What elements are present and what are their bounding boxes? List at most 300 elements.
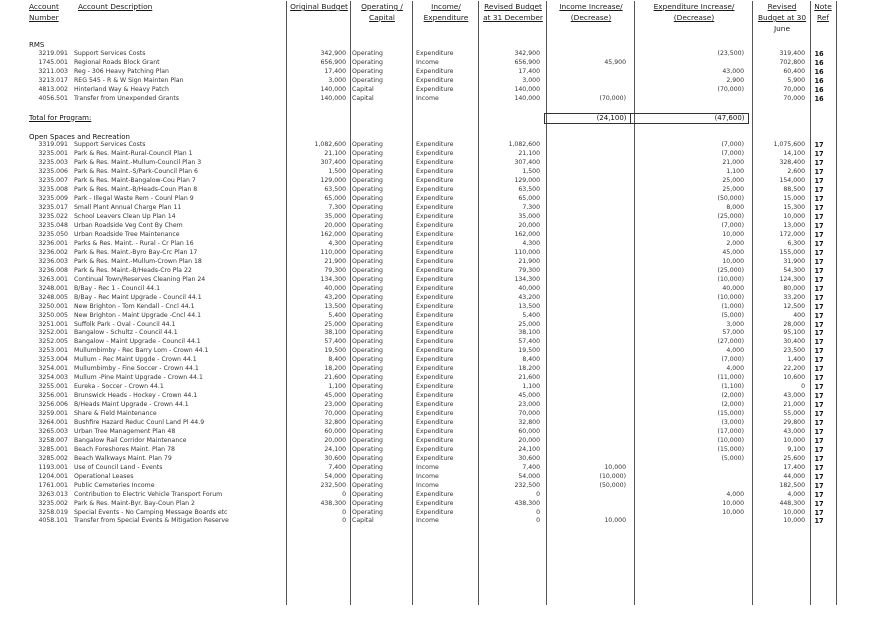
account-number: 3250.001: [38, 302, 68, 310]
expenditure-increase: (10,000): [717, 436, 745, 444]
revised-budget: 25,000: [518, 320, 541, 328]
revised-budget: 54,000: [518, 472, 541, 480]
expenditure-increase: 43,000: [722, 67, 745, 75]
income-increase: [544, 392, 630, 401]
expenditure-increase: 4,000: [726, 365, 745, 373]
revised-budget: 30,600: [518, 454, 541, 462]
operating-capital: Operating: [352, 338, 383, 346]
revised-budget-june: 124,300: [779, 275, 806, 283]
section-header: [0, 41, 875, 50]
account-description: Urban Roadside Tree Maintenance: [74, 230, 180, 238]
original-budget: 40,000: [324, 284, 347, 292]
revised-budget-june: 172,000: [779, 230, 806, 238]
account-number: 3253.001: [38, 347, 68, 355]
revised-budget-june: 10,000: [783, 508, 806, 516]
operating-capital: Operating: [352, 222, 383, 230]
account-number: 3264.001: [38, 419, 68, 426]
revised-budget: 20,000: [518, 436, 541, 444]
income-increase: [544, 329, 630, 338]
account-description: Use of Council Land - Events: [74, 463, 163, 471]
note-ref: 16: [814, 76, 824, 85]
note-ref: 17: [814, 410, 824, 419]
table-row: [0, 464, 875, 473]
revised-budget-june: 60,400: [783, 67, 806, 75]
revised-budget-june: 44,000: [783, 472, 806, 480]
revised-budget: 38,100: [518, 329, 541, 337]
revised-budget-june: 13,000: [783, 222, 806, 230]
operating-capital: Operating: [352, 490, 383, 498]
income-increase: [544, 374, 630, 383]
revised-budget: 0: [536, 517, 541, 525]
account-number: 3235.022: [38, 213, 68, 221]
note-ref: 16: [814, 85, 824, 94]
income-increase: [544, 68, 630, 77]
account-description: Special Events - No Camping Message Boards etc: [74, 508, 228, 516]
original-budget: 32,800: [324, 419, 347, 426]
original-budget: 17,400: [324, 67, 347, 75]
table-row: [0, 95, 875, 104]
operating-capital: Operating: [352, 436, 383, 444]
original-budget: 1,082,600: [314, 141, 347, 149]
revised-budget-june: 10,000: [783, 517, 806, 525]
note-ref: 17: [814, 392, 824, 401]
account-description: Mullumbimby - Fine Soccer - Crown 44.1: [74, 365, 199, 373]
revised-budget: 3,000: [522, 76, 541, 84]
income-expenditure: Expenditure: [416, 76, 454, 84]
income-increase: [544, 294, 630, 303]
revised-budget: 1,082,600: [508, 141, 541, 149]
expenditure-increase: [630, 59, 748, 68]
revised-budget-june: 1,400: [787, 356, 806, 364]
table-row: [0, 500, 875, 509]
expenditure-increase: (25,000): [717, 266, 745, 274]
expenditure-increase: (17,000): [717, 427, 745, 435]
table-row: [0, 285, 875, 294]
income-expenditure: Expenditure: [416, 222, 454, 230]
operating-capital: Operating: [352, 49, 383, 57]
account-description: Operational Leases: [74, 472, 134, 480]
note-ref: 17: [814, 499, 824, 508]
expenditure-increase: (5,000): [721, 311, 745, 319]
revised-budget-june: 22,200: [783, 365, 806, 373]
income-expenditure: Expenditure: [416, 356, 454, 364]
income-increase: [544, 437, 630, 446]
account-number: 4056.501: [38, 94, 68, 102]
account-number: 3252.001: [38, 329, 68, 337]
expenditure-increase: 40,000: [722, 284, 745, 292]
revised-budget: 438,300: [514, 499, 541, 507]
revised-budget-june: 43,000: [783, 427, 806, 435]
note-ref: 17: [814, 141, 824, 150]
account-description: Parks & Res. Maint. - Rural - Cr Plan 16: [74, 239, 194, 247]
account-description: New Brighton - Maint Upgrade -Cncl 44.1: [74, 311, 202, 319]
revised-budget-june: 54,300: [783, 266, 806, 274]
income-increase: (70,000): [599, 94, 627, 102]
account-number: 3258.019: [38, 508, 68, 516]
income-increase: 10,000: [604, 463, 627, 471]
income-expenditure: Expenditure: [416, 204, 454, 212]
original-budget: 19,500: [324, 347, 347, 355]
revised-budget-june: 2,600: [787, 168, 806, 176]
table-row: [0, 204, 875, 213]
operating-capital: Operating: [352, 76, 383, 84]
revised-budget-june: 10,000: [783, 213, 806, 221]
revised-budget: 23,000: [518, 401, 541, 409]
note-ref: 17: [814, 320, 824, 329]
note-ref: 17: [814, 222, 824, 231]
operating-capital: Operating: [352, 365, 383, 373]
header-operating-capital: Operating / Capital: [361, 2, 403, 22]
revised-budget: 63,500: [518, 186, 541, 194]
revised-budget: 45,000: [518, 392, 541, 400]
original-budget: 79,300: [324, 266, 347, 274]
revised-budget: 8,400: [522, 356, 541, 364]
income-expenditure: Income: [416, 58, 439, 66]
original-budget: 5,400: [328, 311, 347, 319]
expenditure-increase: 4,000: [726, 347, 745, 355]
spacer-row: [0, 104, 875, 113]
operating-capital: Operating: [352, 58, 383, 66]
account-number: 3235.009: [38, 195, 68, 203]
note-ref: 17: [814, 177, 824, 186]
account-description: Park & Res. Maint.-B/Heads-Cro Pla 22: [74, 266, 192, 274]
expenditure-increase: 45,000: [722, 248, 745, 256]
section-title: RMS: [29, 41, 45, 49]
operating-capital: Operating: [352, 463, 383, 471]
income-increase: [544, 177, 630, 186]
original-budget: 20,000: [324, 222, 347, 230]
account-number: 3252.005: [38, 338, 68, 346]
table-row: [0, 321, 875, 330]
account-description: REG 545 - R & W Sign Mainten Plan: [74, 76, 184, 84]
note-ref: 17: [814, 508, 824, 517]
note-ref: 17: [814, 472, 824, 481]
table-row: [0, 329, 875, 338]
income-expenditure: Expenditure: [416, 392, 454, 400]
income-increase: [544, 77, 630, 86]
original-budget: 35,000: [324, 213, 347, 221]
operating-capital: Operating: [352, 329, 383, 337]
income-expenditure: Expenditure: [416, 347, 454, 355]
table-row: [0, 482, 875, 491]
expenditure-increase: (7,000): [721, 150, 745, 158]
expenditure-increase: (23,500): [717, 49, 745, 57]
account-description: Urban Tree Management Plan 48: [74, 427, 176, 435]
expenditure-increase: (1,100): [721, 383, 745, 391]
table-row: [0, 258, 875, 267]
income-increase: [544, 141, 630, 150]
original-budget: 140,000: [320, 85, 347, 93]
note-ref: 17: [814, 302, 824, 311]
note-ref: 17: [814, 481, 824, 490]
revised-budget-june: 10,000: [783, 436, 806, 444]
income-expenditure: Income: [416, 517, 439, 525]
budget-table-body: [0, 41, 875, 526]
account-description: New Brighton - Tom Kendall - Cncl 44.1: [74, 302, 195, 310]
account-description: Contribution to Electric Vehicle Transport Forum: [74, 490, 223, 498]
account-number: 1761.001: [38, 481, 68, 489]
table-row: [0, 168, 875, 177]
account-description: Urban Roadside Veg Cont By Chem: [74, 222, 183, 230]
revised-budget-june: 702,800: [779, 58, 806, 66]
expenditure-increase: (3,000): [721, 419, 745, 426]
income-expenditure: Expenditure: [416, 302, 454, 310]
revised-budget: 7,300: [522, 204, 541, 212]
expenditure-increase: (7,000): [721, 222, 745, 230]
table-row: [0, 509, 875, 518]
note-ref: 17: [814, 436, 824, 445]
income-expenditure: Expenditure: [416, 284, 454, 292]
total-income-change: (24,100): [544, 113, 630, 123]
revised-budget: 32,800: [518, 419, 541, 426]
revised-budget: 19,500: [518, 347, 541, 355]
table-row: [0, 186, 875, 195]
income-increase: [544, 204, 630, 213]
account-number: 3211.003: [38, 67, 68, 75]
total-label: Total for Program:: [29, 113, 92, 122]
account-number: 3255.001: [38, 383, 68, 391]
income-expenditure: Expenditure: [416, 329, 454, 337]
table-row: [0, 150, 875, 159]
income-expenditure: Expenditure: [416, 239, 454, 247]
account-description: Support Services Costs: [74, 49, 146, 57]
account-description: Public Cemeteries Income: [74, 481, 155, 489]
operating-capital: Operating: [352, 383, 383, 391]
revised-budget-june: 15,000: [783, 195, 806, 203]
operating-capital: Operating: [352, 410, 383, 418]
header-account-number: Account Number: [29, 2, 59, 22]
table-row: [0, 419, 875, 428]
account-number: 3251.001: [38, 320, 68, 328]
original-budget: 45,000: [324, 392, 347, 400]
original-budget: 438,300: [320, 499, 347, 507]
account-number: 3319.091: [38, 141, 68, 149]
income-increase: 45,900: [604, 58, 627, 66]
expenditure-increase: (2,000): [721, 401, 745, 409]
revised-budget-june: 14,100: [783, 150, 806, 158]
operating-capital: Operating: [352, 445, 383, 453]
income-expenditure: Expenditure: [416, 275, 454, 283]
income-increase: [544, 240, 630, 249]
operating-capital: Capital: [352, 94, 374, 102]
original-budget: 43,200: [324, 293, 347, 301]
original-budget: 63,500: [324, 186, 347, 194]
header-original-budget: Original Budget: [290, 2, 348, 11]
total-expenditure-change: (47,600): [630, 113, 748, 123]
account-number: 3256.006: [38, 401, 68, 409]
operating-capital: Operating: [352, 213, 383, 221]
income-expenditure: Expenditure: [416, 67, 454, 75]
income-expenditure: Income: [416, 481, 439, 489]
income-expenditure: Expenditure: [416, 49, 454, 57]
expenditure-increase: 2,000: [726, 239, 745, 247]
note-ref: 17: [814, 365, 824, 374]
table-row: [0, 159, 875, 168]
original-budget: 57,400: [324, 338, 347, 346]
income-expenditure: Expenditure: [416, 195, 454, 203]
expenditure-increase: [630, 482, 748, 491]
account-description: Bangalow - Maint Upgrade - Council 44.1: [74, 338, 201, 346]
section-title: Open Spaces and Recreation: [29, 132, 130, 141]
income-increase: [544, 321, 630, 330]
operating-capital: Operating: [352, 454, 383, 462]
income-expenditure: Expenditure: [416, 85, 454, 93]
revised-budget-june: 15,300: [783, 204, 806, 212]
account-number: 3256.001: [38, 392, 68, 400]
revised-budget: 18,200: [518, 365, 541, 373]
revised-budget-june: 29,800: [783, 419, 806, 426]
table-row: [0, 338, 875, 347]
account-number: 3259.001: [38, 410, 68, 418]
income-increase: [544, 401, 630, 410]
note-ref: 17: [814, 230, 824, 239]
income-increase: [544, 276, 630, 285]
account-description: Park & Res. Maint.-S/Park-Council Plan 6: [74, 168, 198, 176]
revised-budget-june: 95,100: [783, 329, 806, 337]
income-increase: [544, 455, 630, 464]
original-budget: 60,000: [324, 427, 347, 435]
income-expenditure: Expenditure: [416, 213, 454, 221]
spacer-row: [0, 123, 875, 132]
revised-budget: 1,100: [522, 383, 541, 391]
income-increase: [544, 195, 630, 204]
note-ref: 16: [814, 49, 824, 58]
operating-capital: Operating: [352, 204, 383, 212]
account-number: 3236.002: [38, 248, 68, 256]
account-description: Park & Res. Maint.-B/Heads-Coun Plan 8: [74, 186, 198, 194]
header-note-ref: Note Ref: [814, 2, 832, 22]
note-ref: 17: [814, 150, 824, 159]
original-budget: 3,000: [328, 76, 347, 84]
original-budget: 21,100: [324, 150, 347, 158]
revised-budget: 1,500: [522, 168, 541, 176]
revised-budget-june: 1,075,600: [773, 141, 806, 149]
account-description: Mullum -Pine Maint Upgrade - Crown 44.1: [74, 374, 203, 382]
income-increase: [544, 446, 630, 455]
revised-budget: 134,300: [514, 275, 541, 283]
income-increase: [544, 50, 630, 59]
income-expenditure: Expenditure: [416, 374, 454, 382]
operating-capital: Operating: [352, 356, 383, 364]
revised-budget: 21,600: [518, 374, 541, 382]
original-budget: 8,400: [328, 356, 347, 364]
revised-budget: 24,100: [518, 445, 541, 453]
original-budget: 21,600: [324, 374, 347, 382]
income-expenditure: Expenditure: [416, 383, 454, 391]
header-income-expenditure: Income/ Expenditure: [423, 2, 469, 22]
operating-capital: Operating: [352, 508, 383, 516]
revised-budget: 40,000: [518, 284, 541, 292]
original-budget: 38,100: [324, 329, 347, 337]
account-description: Mullumbimby - Rec Barry Lom - Crown 44.1: [74, 347, 209, 355]
revised-budget-june: 55,000: [783, 410, 806, 418]
income-increase: [544, 159, 630, 168]
revised-budget-june: 9,100: [787, 445, 806, 453]
operating-capital: Operating: [352, 320, 383, 328]
header-revised-budget: Revised Budget at 31 December: [483, 2, 543, 22]
income-expenditure: Income: [416, 94, 439, 102]
account-number: 3285.002: [38, 454, 68, 462]
note-ref: 16: [814, 58, 824, 67]
expenditure-increase: (7,000): [721, 356, 745, 364]
income-increase: [544, 338, 630, 347]
operating-capital: Operating: [352, 230, 383, 238]
table-row: [0, 222, 875, 231]
expenditure-increase: (1,000): [721, 302, 745, 310]
original-budget: 23,000: [324, 401, 347, 409]
income-expenditure: Expenditure: [416, 445, 454, 453]
expenditure-increase: (25,000): [717, 213, 745, 221]
note-ref: 17: [814, 168, 824, 177]
revised-budget: 13,500: [518, 302, 541, 310]
account-number: 3263.013: [38, 490, 68, 498]
account-description: Support Services Costs: [74, 141, 146, 149]
operating-capital: Operating: [352, 141, 383, 149]
operating-capital: Operating: [352, 266, 383, 274]
account-number: 3235.008: [38, 186, 68, 194]
expenditure-increase: [630, 95, 748, 104]
account-number: 3219.091: [38, 49, 68, 57]
note-ref: 17: [814, 284, 824, 293]
income-expenditure: Expenditure: [416, 499, 454, 507]
income-expenditure: Expenditure: [416, 168, 454, 176]
header-revised-budget-june: Revised Budget at 30 June: [757, 2, 807, 33]
table-row: [0, 240, 875, 249]
revised-budget-june: 17,400: [783, 463, 806, 471]
table-row: [0, 267, 875, 276]
account-description: Park & Res. Maint-Rural-Council Plan 1: [74, 150, 193, 158]
revised-budget-june: 155,000: [779, 248, 806, 256]
income-increase: [544, 419, 630, 428]
table-row: [0, 86, 875, 95]
table-row: [0, 195, 875, 204]
original-budget: 656,900: [320, 58, 347, 66]
revised-budget: 4,300: [522, 239, 541, 247]
income-increase: [544, 168, 630, 177]
table-row: [0, 68, 875, 77]
original-budget: 25,000: [324, 320, 347, 328]
account-number: 3248.001: [38, 284, 68, 292]
original-budget: 30,600: [324, 454, 347, 462]
note-ref: 17: [814, 311, 824, 320]
income-increase: [544, 231, 630, 240]
revised-budget: 110,000: [514, 248, 541, 256]
account-number: 3254.001: [38, 365, 68, 373]
account-description: Park & Res. Maint.-Mullum-Crown Plan 18: [74, 257, 202, 265]
operating-capital: Operating: [352, 239, 383, 247]
account-description: Bushfire Hazard Reduc Counl Land Pl 44.9: [74, 419, 205, 426]
operating-capital: Operating: [352, 168, 383, 176]
expenditure-increase: 57,000: [722, 329, 745, 337]
revised-budget: 79,300: [518, 266, 541, 274]
account-description: Park & Res. Maint-Bangalow-Cou Plan 7: [74, 177, 196, 185]
revised-budget: 342,900: [514, 49, 541, 57]
table-row: [0, 294, 875, 303]
original-budget: 13,500: [324, 302, 347, 310]
expenditure-increase: 10,000: [722, 499, 745, 507]
account-description: Park - Illegal Waste Rem - Counl Plan 9: [74, 195, 194, 203]
revised-budget-june: 4,000: [787, 490, 806, 498]
table-row: [0, 77, 875, 86]
revised-budget-june: 5,900: [787, 76, 806, 84]
income-expenditure: Expenditure: [416, 410, 454, 418]
operating-capital: Operating: [352, 284, 383, 292]
expenditure-increase: 25,000: [722, 186, 745, 194]
revised-budget: 162,000: [514, 230, 541, 238]
table-row: [0, 455, 875, 464]
table-row: [0, 374, 875, 383]
income-expenditure: Expenditure: [416, 508, 454, 516]
